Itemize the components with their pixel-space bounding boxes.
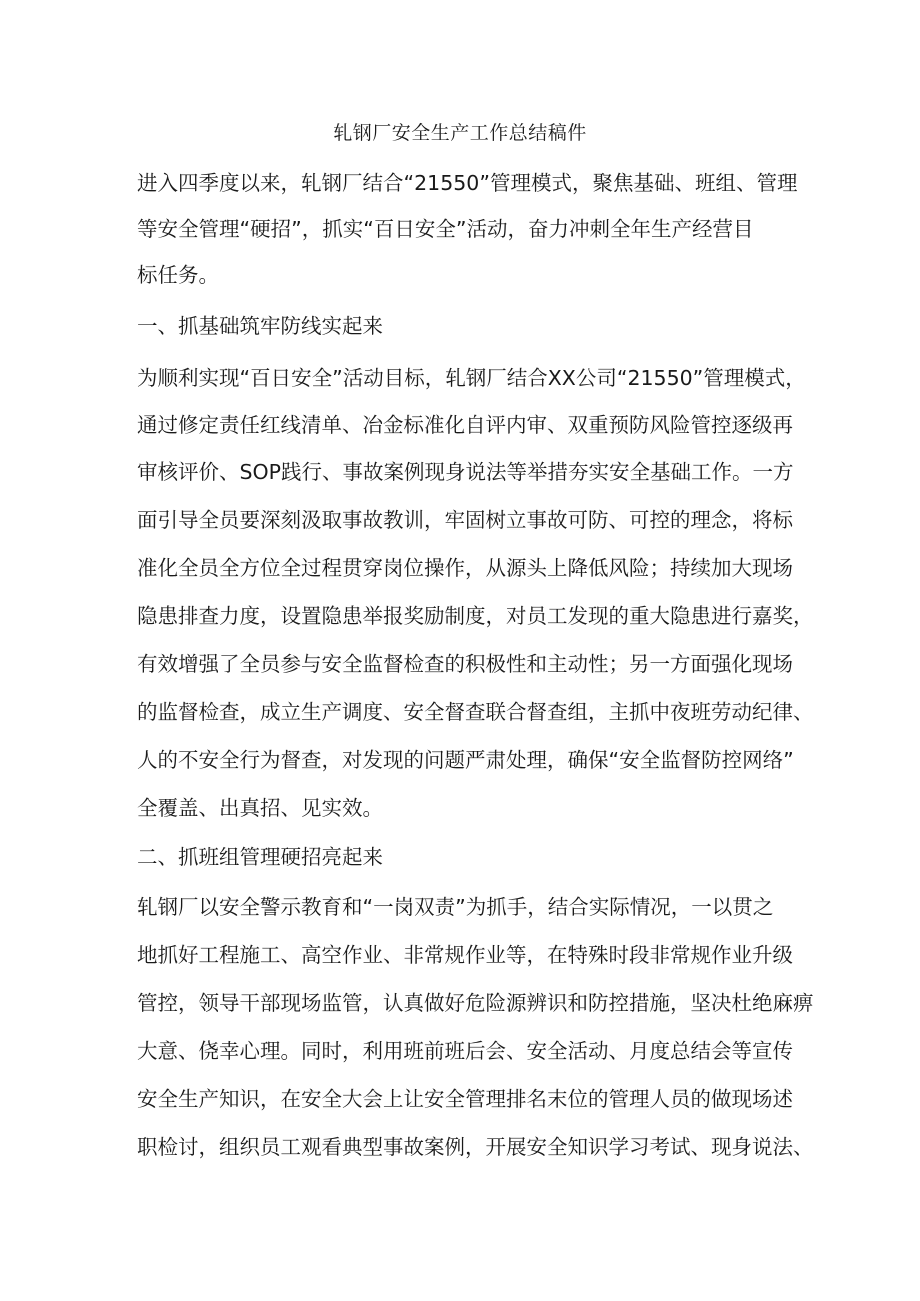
section1-line-6: 隐患排查力度，设置隐患举报奖励制度，对员工发现的重大隐患进行嘉奖， [137,604,814,628]
section1-line-9: 人的不安全行为督查，对发现的问题严肃处理，确保“安全监督防控网络” [137,748,794,772]
section2-line-4: 大意、侥幸心理。同时，利用班前班后会、安全活动、月度总结会等宣传 [137,1039,793,1063]
section1-line-2: 通过修定责任红线清单、冶金标准化自评内审、双重预防风险管控逐级再 [137,413,793,437]
section2-line-1: 轧钢厂以安全警示教育和“一岗双责”为抓手，结合实际情况，一以贯之 [137,895,774,919]
section1-line-1: 为顺利实现“百日安全”活动目标，轧钢厂结合XX公司“21550”管理模式， [137,366,806,390]
section2-line-5: 安全生产知识，在安全大会上让安全管理排名末位的管理人员的做现场述 [137,1087,793,1111]
section1-line-10: 全覆盖、出真招、见实效。 [137,796,383,820]
intro-line-1: 进入四季度以来，轧钢厂结合“21550”管理模式，聚焦基础、班组、管理 [137,171,798,195]
section2-line-3: 管控，领导干部现场监管，认真做好危险源辨识和防控措施，坚决杜绝麻痹 [137,991,814,1015]
document-title: 轧钢厂安全生产工作总结稿件 [333,122,587,144]
section1-line-7: 有效增强了全员参与安全监督检查的积极性和主动性；另一方面强化现场 [137,652,793,676]
section1-line-3: 审核评价、SOP践行、事故案例现身说法等举措夯实安全基础工作。一方 [137,460,794,484]
intro-line-2: 等安全管理“硬招”，抓实“百日安全”活动，奋力冲刺全年生产经营目 [137,217,754,241]
section2-line-6: 职检讨，组织员工观看典型事故案例，开展安全知识学习考试、现身说法、 [137,1135,814,1159]
intro-line-3: 标任务。 [137,263,219,287]
section1-line-4: 面引导全员要深刻汲取事故教训，牢固树立事故可防、可控的理念，将标 [137,508,793,532]
section-heading-1: 一、抓基础筑牢防线实起来 [137,314,383,338]
section1-line-5: 准化全员全方位全过程贯穿岗位操作，从源头上降低风险；持续加大现场 [137,556,793,580]
section-heading-2: 二、抓班组管理硬招亮起来 [137,845,383,869]
section2-line-2: 地抓好工程施工、高空作业、非常规作业等，在特殊时段非常规作业升级 [137,943,793,967]
section1-line-8: 的监督检查，成立生产调度、安全督查联合督查组，主抓中夜班劳动纪律、 [137,700,814,724]
